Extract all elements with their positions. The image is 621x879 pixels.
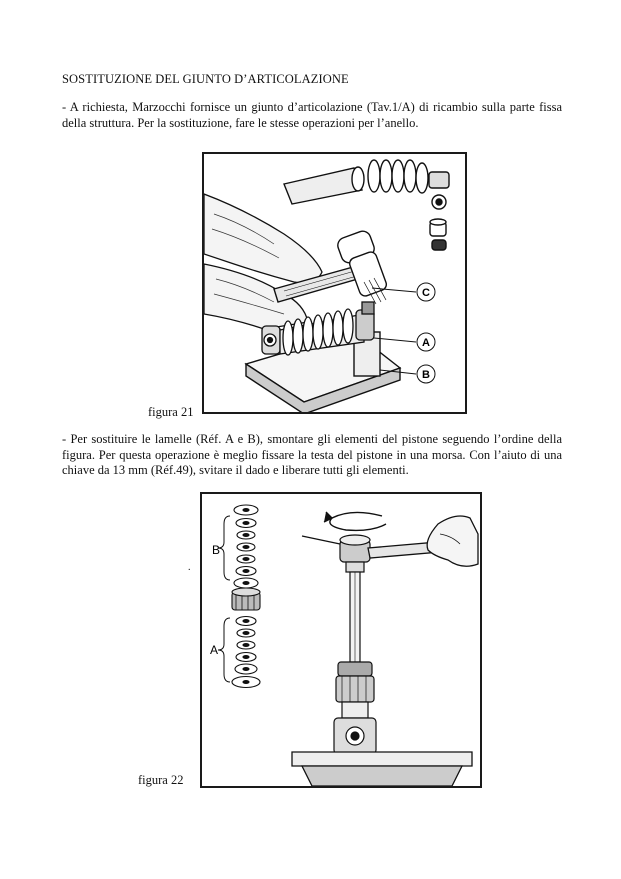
stack-label-a: A [210, 643, 219, 657]
figure-21-illustration [202, 152, 467, 414]
figure-22-illustration [200, 492, 482, 788]
paragraph-intro: - A richiesta, Marzocchi fornisce un giunto d’articolazione (Tav.1/A) di ricambio sulla parte fissa della struttura. Per la sostituzione, fare le stesse operazioni per l’anello. [62, 100, 562, 130]
figure-22-drawing [202, 494, 480, 786]
paragraph-lamelle: - Per sostituire le lamelle (Réf. A e B), smontare gli elementi del pistone seguendo l’ordine della figura. Per questa operazione è meglio fissare la testa del pistone in una morsa. Con l’aiuto di una chiave da 13 mm (Réf.49), svitare il dado e liberare tutti gli elementi. [62, 432, 562, 477]
callout-c-label: C [422, 287, 430, 299]
figure-21-drawing [204, 154, 465, 412]
figure-21-caption: figura 21 [148, 405, 194, 419]
section-heading: SOSTITUZIONE DEL GIUNTO D’ARTICOLAZIONE [62, 72, 349, 86]
figure-22-caption: figura 22 [138, 773, 184, 787]
callout-a-label: A [422, 337, 430, 349]
callout-b-label: B [422, 369, 430, 381]
stray-mark: . [188, 562, 191, 573]
stack-label-b: B [212, 543, 221, 557]
